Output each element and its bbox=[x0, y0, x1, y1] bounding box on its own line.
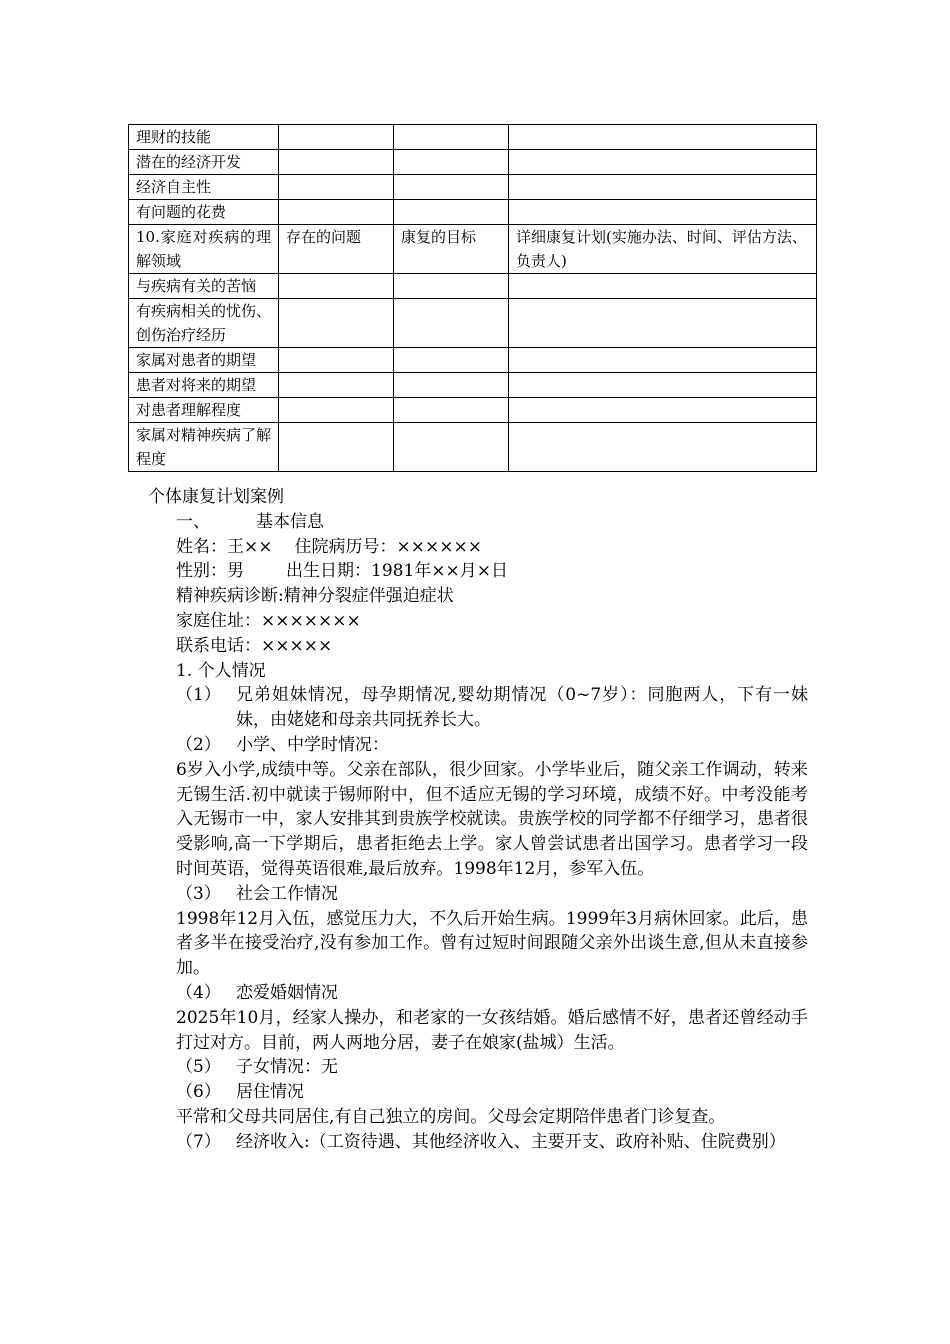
record-number-field: 住院病历号：×××××× bbox=[294, 536, 482, 557]
list-item bbox=[176, 981, 950, 1006]
table-cell bbox=[279, 423, 394, 472]
table-cell bbox=[279, 125, 394, 150]
item-text: 经济收入:（工资待遇、其他经济收入、主要开支、政府补贴、住院费别） bbox=[236, 1131, 786, 1152]
table-row bbox=[129, 125, 817, 150]
marriage-paragraph: 2025年10月，经家人操办，和老家的一女孩结婚。婚后感情不好，患者还曾经动手打过对方。目前，两人两地分居，妻子在娘家(盐城）生活。 bbox=[176, 1007, 808, 1053]
section-number: 一、 bbox=[176, 511, 210, 532]
row-label-cell: 患者对将来的期望 bbox=[129, 373, 279, 398]
table-cell bbox=[509, 150, 817, 175]
gender-line bbox=[176, 559, 950, 584]
case-title: 个体康复计划案例 bbox=[148, 487, 284, 507]
table-cell bbox=[394, 423, 509, 472]
item-number: （6） bbox=[176, 1082, 221, 1103]
table-cell bbox=[394, 299, 509, 348]
item-text: 社会工作情况 bbox=[236, 883, 338, 904]
table-cell bbox=[279, 299, 394, 348]
table-cell: 存在的问题 bbox=[279, 225, 394, 274]
item-text: 兄弟姐妹情况，母孕期情况,婴幼期情况（0~7岁）：同胞两人，下有一妹妹，由姥姥和母亲共同抚养长大。 bbox=[236, 685, 808, 731]
case-document bbox=[0, 485, 950, 1155]
table-cell bbox=[279, 175, 394, 200]
table-cell bbox=[509, 299, 817, 348]
table-cell bbox=[394, 150, 509, 175]
table-row bbox=[129, 398, 817, 423]
row-label-cell: 潜在的经济开发 bbox=[129, 150, 279, 175]
table-row bbox=[129, 175, 817, 200]
list-item bbox=[176, 1080, 950, 1105]
row-label-cell: 10.家庭对疾病的理解领域 bbox=[129, 225, 279, 274]
table-cell bbox=[279, 200, 394, 225]
item-text: 恋爱婚姻情况 bbox=[236, 982, 338, 1003]
section-title: 基本信息 bbox=[256, 511, 324, 532]
rehab-table bbox=[128, 124, 817, 472]
table-cell bbox=[509, 175, 817, 200]
list-item bbox=[176, 683, 950, 733]
name-line bbox=[176, 535, 950, 560]
table-cell: 康复的目标 bbox=[394, 225, 509, 274]
row-label-cell: 与疾病有关的苦恼 bbox=[129, 274, 279, 299]
table-row bbox=[129, 200, 817, 225]
item-number: （5） bbox=[176, 1057, 221, 1078]
item-number: （4） bbox=[176, 982, 221, 1003]
living-paragraph: 平常和父母共同居住,有自己独立的房间。父母会定期陪伴患者门诊复查。 bbox=[176, 1106, 726, 1127]
table-cell bbox=[509, 200, 817, 225]
table-cell bbox=[509, 373, 817, 398]
row-label-cell: 有问题的花费 bbox=[129, 200, 279, 225]
table-cell bbox=[509, 398, 817, 423]
table-cell bbox=[509, 125, 817, 150]
row-label-cell: 家属对患者的期望 bbox=[129, 348, 279, 373]
item-text: 居住情况 bbox=[236, 1082, 304, 1103]
rehab-table-body bbox=[129, 125, 817, 472]
table-cell bbox=[509, 423, 817, 472]
row-label-cell: 对患者理解程度 bbox=[129, 398, 279, 423]
table-row bbox=[129, 274, 817, 299]
diagnosis-line: 精神疾病诊断:精神分裂症伴强迫症状 bbox=[176, 586, 454, 607]
list-item bbox=[176, 1130, 950, 1155]
address-line: 家庭住址：××××××× bbox=[176, 610, 361, 631]
table-cell bbox=[394, 398, 509, 423]
row-label-cell: 家属对精神疾病了解程度 bbox=[129, 423, 279, 472]
table-cell bbox=[279, 274, 394, 299]
personal-heading: 1. 个人情况 bbox=[176, 660, 266, 681]
table-row bbox=[129, 423, 817, 472]
item-number: （2） bbox=[176, 734, 221, 755]
work-paragraph: 1998年12月入伍，感觉压力大，不久后开始生病。1999年3月病休回家。此后，患者多半在接受治疗,没有参加工作。曾有过短时间跟随父亲外出谈生意,但从未直接参加。 bbox=[176, 908, 808, 979]
table-row bbox=[129, 225, 817, 274]
school-paragraph: 6岁入小学,成绩中等。父亲在部队，很少回家。小学毕业后，随父亲工作调动，转来无锡生活.初中就读于锡师附中，但不适应无锡的学习环境，成绩不好。中考没能考入无锡市一中，家人安排其到贵族学校就读。贵族学校的同学都不仔细学习，患者很受影响,高一下学期后，患者拒绝去上学。家人曾尝试患者出国学习。患者学习一段时间英语，觉得英语很难,最后放弃。1998年12月，参军入伍。 bbox=[176, 759, 808, 879]
name-field: 姓名：王×× bbox=[176, 536, 273, 557]
table-cell bbox=[509, 274, 817, 299]
item-number: （3） bbox=[176, 883, 221, 904]
table-row bbox=[129, 373, 817, 398]
table-cell: 详细康复计划(实施办法、时间、评估方法、负责人) bbox=[509, 225, 817, 274]
list-item bbox=[176, 1055, 950, 1080]
table-cell bbox=[509, 348, 817, 373]
row-label-cell: 经济自主性 bbox=[129, 175, 279, 200]
table-cell bbox=[394, 348, 509, 373]
list-item bbox=[176, 733, 950, 758]
table-cell bbox=[394, 175, 509, 200]
section-heading bbox=[176, 510, 950, 535]
table-cell bbox=[279, 348, 394, 373]
item-text: 子女情况：无 bbox=[236, 1057, 338, 1078]
row-label-cell: 理财的技能 bbox=[129, 125, 279, 150]
table-cell bbox=[279, 398, 394, 423]
table-row bbox=[129, 348, 817, 373]
table-row bbox=[129, 150, 817, 175]
phone-line: 联系电话：××××× bbox=[176, 635, 333, 656]
table-cell bbox=[279, 150, 394, 175]
table-cell bbox=[394, 125, 509, 150]
table-row bbox=[129, 299, 817, 348]
row-label-cell: 有疾病相关的忧伤、创伤治疗经历 bbox=[129, 299, 279, 348]
birth-date-field: 出生日期：1981年××月×日 bbox=[286, 561, 508, 582]
table-cell bbox=[394, 373, 509, 398]
list-item bbox=[176, 882, 950, 907]
item-number: （7） bbox=[176, 1131, 221, 1152]
table-cell bbox=[394, 274, 509, 299]
table-cell bbox=[279, 373, 394, 398]
item-number: （1） bbox=[176, 685, 221, 706]
gender-field: 性别：男 bbox=[176, 561, 244, 582]
table-cell bbox=[394, 200, 509, 225]
item-text: 小学、中学时情况： bbox=[236, 734, 389, 755]
